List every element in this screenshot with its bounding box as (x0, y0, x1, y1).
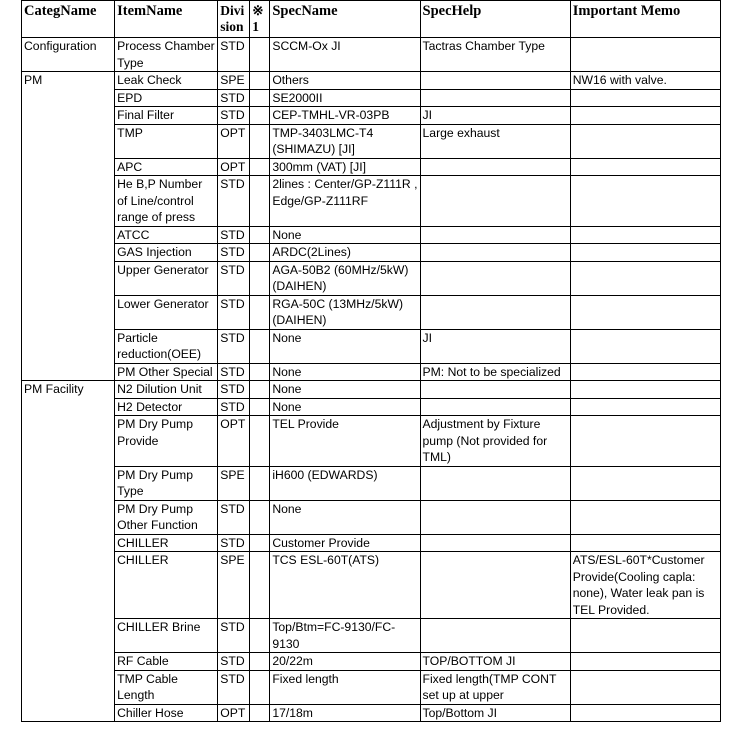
spec-name-cell: RGA-50C (13MHz/5kW)(DAIHEN) (270, 295, 420, 329)
division-cell: STD (218, 670, 250, 704)
table-row (22, 381, 721, 399)
important-memo-cell (570, 704, 720, 722)
spec-name-cell: 2lines : Center/GP-Z111R , Edge/GP-Z111RF (270, 176, 420, 227)
spec-name-cell: SE2000II (270, 89, 420, 107)
spec-help-cell (420, 72, 570, 90)
important-memo-cell (570, 124, 720, 158)
table-row (22, 124, 721, 158)
spec-help-cell (420, 619, 570, 653)
spec-name-cell: None (270, 398, 420, 416)
item-name-cell: PM Dry Pump Provide (115, 416, 218, 467)
table-row (22, 244, 721, 262)
spec-table (21, 0, 721, 722)
important-memo-cell (570, 619, 720, 653)
spec-help-cell (420, 500, 570, 534)
item-name-cell: Lower Generator (115, 295, 218, 329)
table-row (22, 500, 721, 534)
spec-name-cell: None (270, 226, 420, 244)
note-cell (250, 381, 270, 399)
item-name-cell: GAS Injection (115, 244, 218, 262)
note-cell (250, 72, 270, 90)
note-cell (250, 226, 270, 244)
note-cell (250, 124, 270, 158)
division-cell: OPT (218, 416, 250, 467)
spec-name-cell: TCS ESL-60T(ATS) (270, 552, 420, 619)
spec-name-cell: AGA-50B2 (60MHz/5kW)(DAIHEN) (270, 261, 420, 295)
division-cell: STD (218, 107, 250, 125)
spec-name-cell: None (270, 363, 420, 381)
spec-name-cell: Customer Provide (270, 534, 420, 552)
item-name-cell: Upper Generator (115, 261, 218, 295)
note-cell (250, 704, 270, 722)
division-cell: SPE (218, 466, 250, 500)
division-cell: OPT (218, 158, 250, 176)
spec-help-cell (420, 552, 570, 619)
important-memo-cell (570, 226, 720, 244)
important-memo-cell (570, 295, 720, 329)
table-row (22, 89, 721, 107)
note-cell (250, 295, 270, 329)
item-name-cell: Process Chamber Type (115, 38, 218, 72)
table-row (22, 329, 721, 363)
spec-help-cell: Top/Bottom JI (420, 704, 570, 722)
division-cell: STD (218, 534, 250, 552)
important-memo-cell (570, 398, 720, 416)
division-cell: SPE (218, 72, 250, 90)
spec-name-cell: None (270, 329, 420, 363)
spec-help-cell (420, 158, 570, 176)
important-memo-cell (570, 244, 720, 262)
note-cell (250, 176, 270, 227)
item-name-cell: EPD (115, 89, 218, 107)
note-cell (250, 416, 270, 467)
note-cell (250, 261, 270, 295)
note-cell (250, 466, 270, 500)
header-memo: Important Memo (570, 1, 720, 38)
important-memo-cell (570, 653, 720, 671)
spec-help-cell: JI (420, 107, 570, 125)
spec-name-cell: SCCM-Ox JI (270, 38, 420, 72)
division-cell: STD (218, 619, 250, 653)
spec-help-cell: Adjustment by Fixture pump (Not provided for TML) (420, 416, 570, 467)
important-memo-cell (570, 466, 720, 500)
division-cell: STD (218, 500, 250, 534)
spec-help-cell (420, 381, 570, 399)
item-name-cell: Chiller Hose (115, 704, 218, 722)
important-memo-cell (570, 329, 720, 363)
important-memo-cell (570, 500, 720, 534)
important-memo-cell (570, 176, 720, 227)
header-category: CategName (22, 1, 115, 38)
division-cell: STD (218, 381, 250, 399)
important-memo-cell (570, 381, 720, 399)
note-cell (250, 107, 270, 125)
table-row (22, 158, 721, 176)
note-cell (250, 89, 270, 107)
important-memo-cell (570, 89, 720, 107)
spec-help-cell: PM: Not to be specialized (420, 363, 570, 381)
item-name-cell: Final Filter (115, 107, 218, 125)
item-name-cell: CHILLER (115, 534, 218, 552)
item-name-cell: TMP Cable Length (115, 670, 218, 704)
table-row (22, 416, 721, 467)
spec-name-cell: ARDC(2Lines) (270, 244, 420, 262)
table-row (22, 653, 721, 671)
spec-table-body (22, 38, 721, 722)
table-row (22, 552, 721, 619)
table-row (22, 38, 721, 72)
division-cell: STD (218, 329, 250, 363)
table-row (22, 619, 721, 653)
spec-name-cell: 300mm (VAT) [JI] (270, 158, 420, 176)
category-cell: Configuration (22, 38, 115, 72)
table-row (22, 261, 721, 295)
important-memo-cell (570, 38, 720, 72)
note-cell (250, 534, 270, 552)
header-division: Division (218, 1, 250, 38)
table-row (22, 534, 721, 552)
important-memo-cell (570, 158, 720, 176)
important-memo-cell (570, 416, 720, 467)
spec-help-cell: Large exhaust (420, 124, 570, 158)
spec-help-cell: TOP/BOTTOM JI (420, 653, 570, 671)
category-cell: PM Facility (22, 381, 115, 722)
division-cell: STD (218, 363, 250, 381)
note-cell (250, 38, 270, 72)
note-cell (250, 619, 270, 653)
header-spec: SpecName (270, 1, 420, 38)
table-row (22, 670, 721, 704)
item-name-cell: TMP (115, 124, 218, 158)
item-name-cell: CHILLER Brine (115, 619, 218, 653)
item-name-cell: H2 Detector (115, 398, 218, 416)
item-name-cell: APC (115, 158, 218, 176)
spec-name-cell: 20/22m (270, 653, 420, 671)
spec-name-cell: Top/Btm=FC-9130/FC-9130 (270, 619, 420, 653)
division-cell: OPT (218, 124, 250, 158)
division-cell: STD (218, 295, 250, 329)
table-row (22, 176, 721, 227)
important-memo-cell (570, 107, 720, 125)
note-cell (250, 158, 270, 176)
note-cell (250, 244, 270, 262)
division-cell: STD (218, 89, 250, 107)
spec-help-cell (420, 534, 570, 552)
spec-name-cell: Fixed length (270, 670, 420, 704)
item-name-cell: PM Other Special (115, 363, 218, 381)
spec-help-cell (420, 398, 570, 416)
division-cell: STD (218, 244, 250, 262)
item-name-cell: N2 Dilution Unit (115, 381, 218, 399)
spec-help-cell: Tactras Chamber Type (420, 38, 570, 72)
important-memo-cell (570, 261, 720, 295)
item-name-cell: Particle reduction(OEE) (115, 329, 218, 363)
important-memo-cell: NW16 with valve. (570, 72, 720, 90)
spec-name-cell: 17/18m (270, 704, 420, 722)
item-name-cell: Leak Check (115, 72, 218, 90)
important-memo-cell (570, 363, 720, 381)
division-cell: SPE (218, 552, 250, 619)
item-name-cell: PM Dry Pump Other Function (115, 500, 218, 534)
item-name-cell: He B,P Number of Line/control range of press (115, 176, 218, 227)
spec-help-cell (420, 466, 570, 500)
division-cell: STD (218, 226, 250, 244)
header-row (22, 1, 721, 38)
spec-help-cell: JI (420, 329, 570, 363)
spec-help-cell: Fixed length(TMP CONT set up at upper (420, 670, 570, 704)
spec-name-cell: None (270, 500, 420, 534)
note-cell (250, 500, 270, 534)
spec-help-cell (420, 295, 570, 329)
division-cell: STD (218, 38, 250, 72)
note-cell (250, 653, 270, 671)
table-row (22, 107, 721, 125)
spec-help-cell (420, 176, 570, 227)
spec-name-cell: TEL Provide (270, 416, 420, 467)
header-item: ItemName (115, 1, 218, 38)
spec-help-cell (420, 226, 570, 244)
note-cell (250, 552, 270, 619)
spec-name-cell: Others (270, 72, 420, 90)
table-row (22, 72, 721, 90)
spec-help-cell (420, 261, 570, 295)
spec-name-cell: TMP-3403LMC-T4 (SHIMAZU) [JI] (270, 124, 420, 158)
category-cell: PM (22, 72, 115, 381)
item-name-cell: ATCC (115, 226, 218, 244)
note-cell (250, 670, 270, 704)
note-cell (250, 363, 270, 381)
table-row (22, 363, 721, 381)
spec-name-cell: CEP-TMHL-VR-03PB (270, 107, 420, 125)
important-memo-cell (570, 534, 720, 552)
note-cell (250, 398, 270, 416)
table-row (22, 295, 721, 329)
division-cell: STD (218, 398, 250, 416)
table-row (22, 398, 721, 416)
header-help: SpecHelp (420, 1, 570, 38)
header-note: ※1 (250, 1, 270, 38)
spec-sheet (21, 0, 721, 722)
item-name-cell: PM Dry Pump Type (115, 466, 218, 500)
table-row (22, 226, 721, 244)
item-name-cell: RF Cable (115, 653, 218, 671)
table-row (22, 704, 721, 722)
division-cell: OPT (218, 704, 250, 722)
spec-help-cell (420, 89, 570, 107)
spec-name-cell: iH600 (EDWARDS) (270, 466, 420, 500)
important-memo-cell: ATS/ESL-60T*Customer Provide(Cooling capla: none), Water leak pan is TEL Provided. (570, 552, 720, 619)
item-name-cell: CHILLER (115, 552, 218, 619)
spec-help-cell (420, 244, 570, 262)
note-cell (250, 329, 270, 363)
table-row (22, 466, 721, 500)
important-memo-cell (570, 670, 720, 704)
division-cell: STD (218, 261, 250, 295)
division-cell: STD (218, 653, 250, 671)
division-cell: STD (218, 176, 250, 227)
spec-name-cell: None (270, 381, 420, 399)
